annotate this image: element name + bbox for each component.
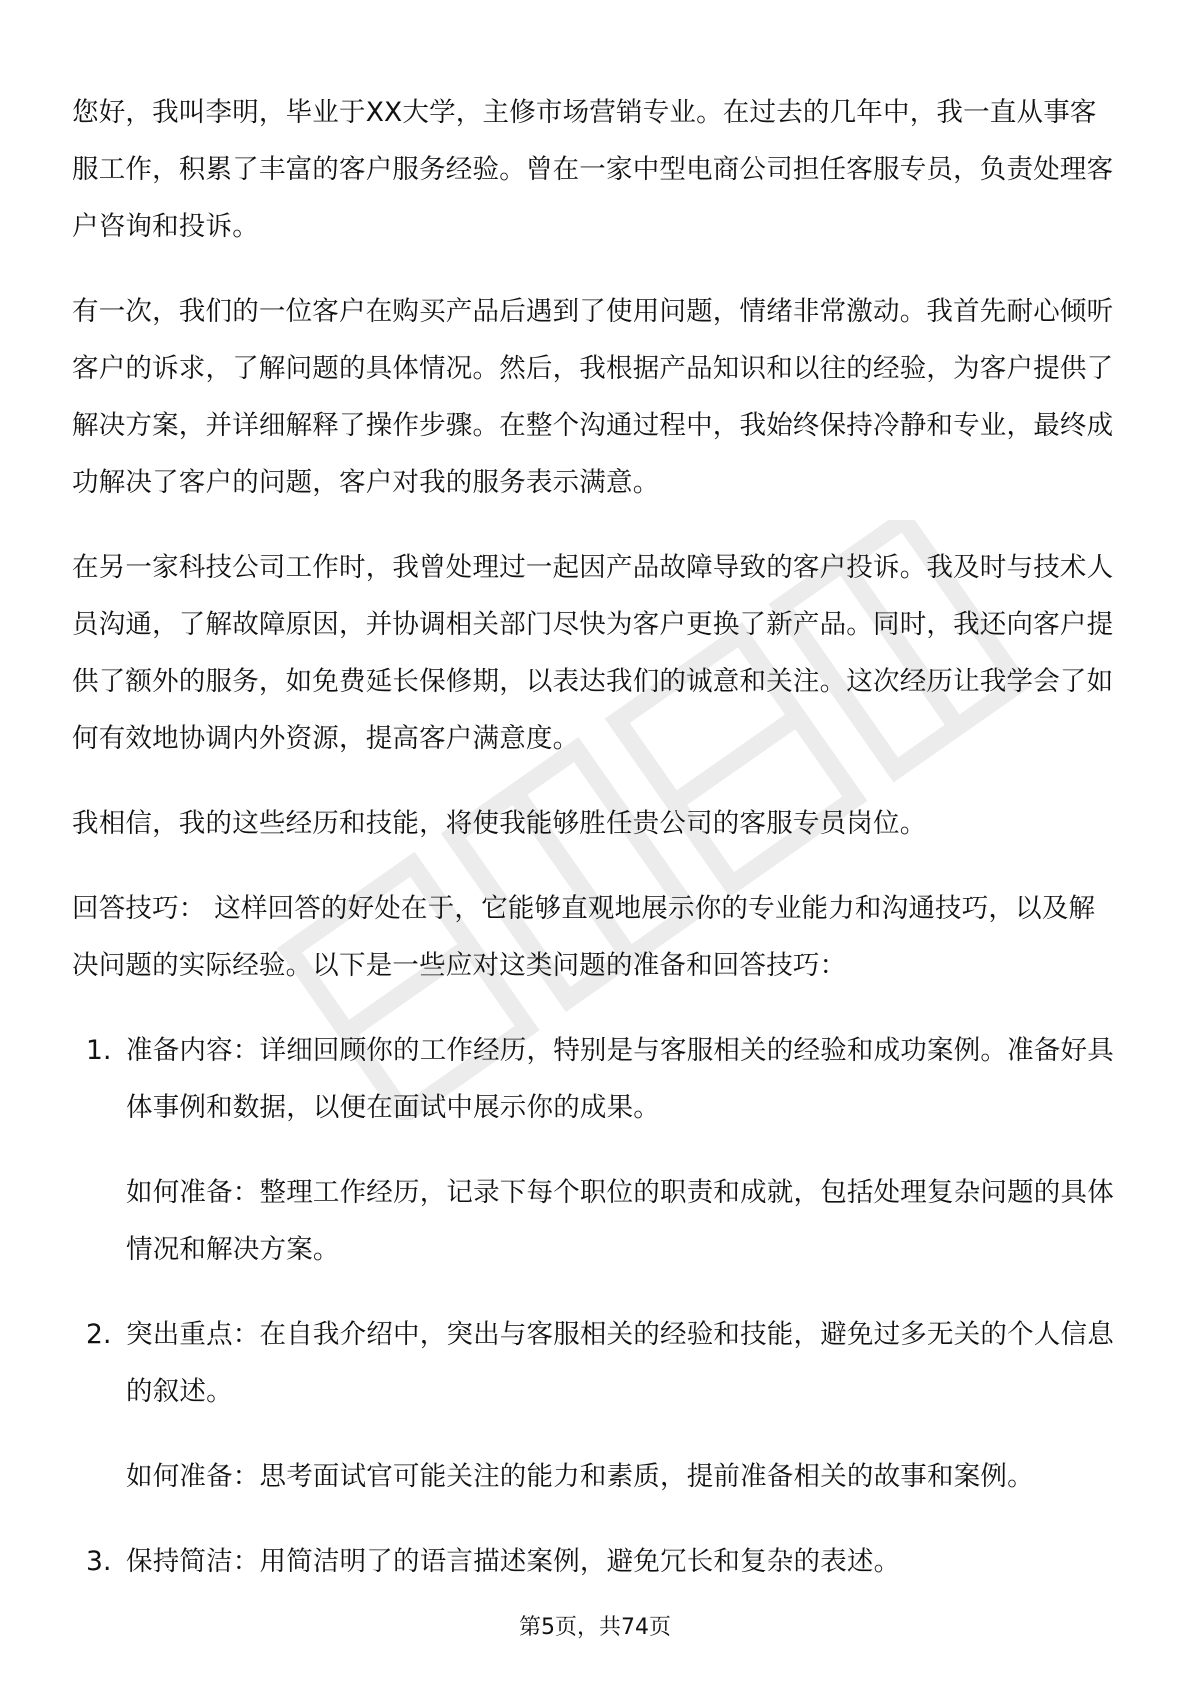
experience-paragraph-2: 在另一家科技公司工作时，我曾处理过一起因产品故障导致的客户投诉。我及时与技术人员沟通，了解故障原因，并协调相关部门尽快为客户更换了新产品。同时，我还向客户提供了额外的服务，如免费延长保修期，以表达我们的诚意和关注。这次经历让我学会了如何有效地协调内外资源，提高客户满意度。 (72, 552, 1114, 754)
document-body (72, 84, 1118, 1618)
list-item (72, 1022, 1118, 1278)
list-item-subtext: 如何准备：整理工作经历，记录下每个职位的职责和成就，包括处理复杂问题的具体情况和解决方案。 (126, 1177, 1114, 1265)
list-item-subtext: 如何准备：思考面试官可能关注的能力和素质，提前准备相关的故事和案例。 (126, 1461, 1034, 1492)
list-item (72, 1306, 1118, 1505)
conclusion-paragraph: 我相信，我的这些经历和技能，将使我能够胜任贵公司的客服专员岗位。 (72, 808, 927, 839)
intro-paragraph: 您好，我叫李明，毕业于XX大学，主修市场营销专业。在过去的几年中，我一直从事客服工作，积累了丰富的客户服务经验。曾在一家中型电商公司担任客服专员，负责处理客户咨询和投诉。 (72, 97, 1114, 242)
page-number-footer: 第5页，共74页 (519, 1615, 671, 1640)
list-item-text: 准备内容：详细回顾你的工作经历，特别是与客服相关的经验和成功案例。准备好具体事例和数据，以便在面试中展示你的成果。 (126, 1035, 1114, 1123)
tips-paragraph: 回答技巧： 这样回答的好处在于，它能够直观地展示你的专业能力和沟通技巧，以及解决问题的实际经验。以下是一些应对这类问题的准备和回答技巧： (72, 893, 1096, 981)
experience-paragraph-1: 有一次，我们的一位客户在购买产品后遇到了使用问题，情绪非常激动。我首先耐心倾听客户的诉求，了解问题的具体情况。然后，我根据产品知识和以往的经验，为客户提供了解决方案，并详细解释了操作步骤。在整个沟通过程中，我始终保持冷静和专业，最终成功解决了客户的问题，客户对我的服务表示满意。 (72, 296, 1114, 498)
list-item-number: 1. (86, 1035, 112, 1066)
list-item (72, 1533, 1118, 1590)
tips-list (72, 1022, 1118, 1590)
list-item-number: 2. (86, 1319, 112, 1350)
list-item-number: 3. (86, 1546, 112, 1577)
list-item-text: 突出重点：在自我介绍中，突出与客服相关的经验和技能，避免过多无关的个人信息的叙述。 (126, 1319, 1114, 1407)
list-item-text: 保持简洁：用简洁明了的语言描述案例，避免冗长和复杂的表述。 (126, 1546, 901, 1577)
